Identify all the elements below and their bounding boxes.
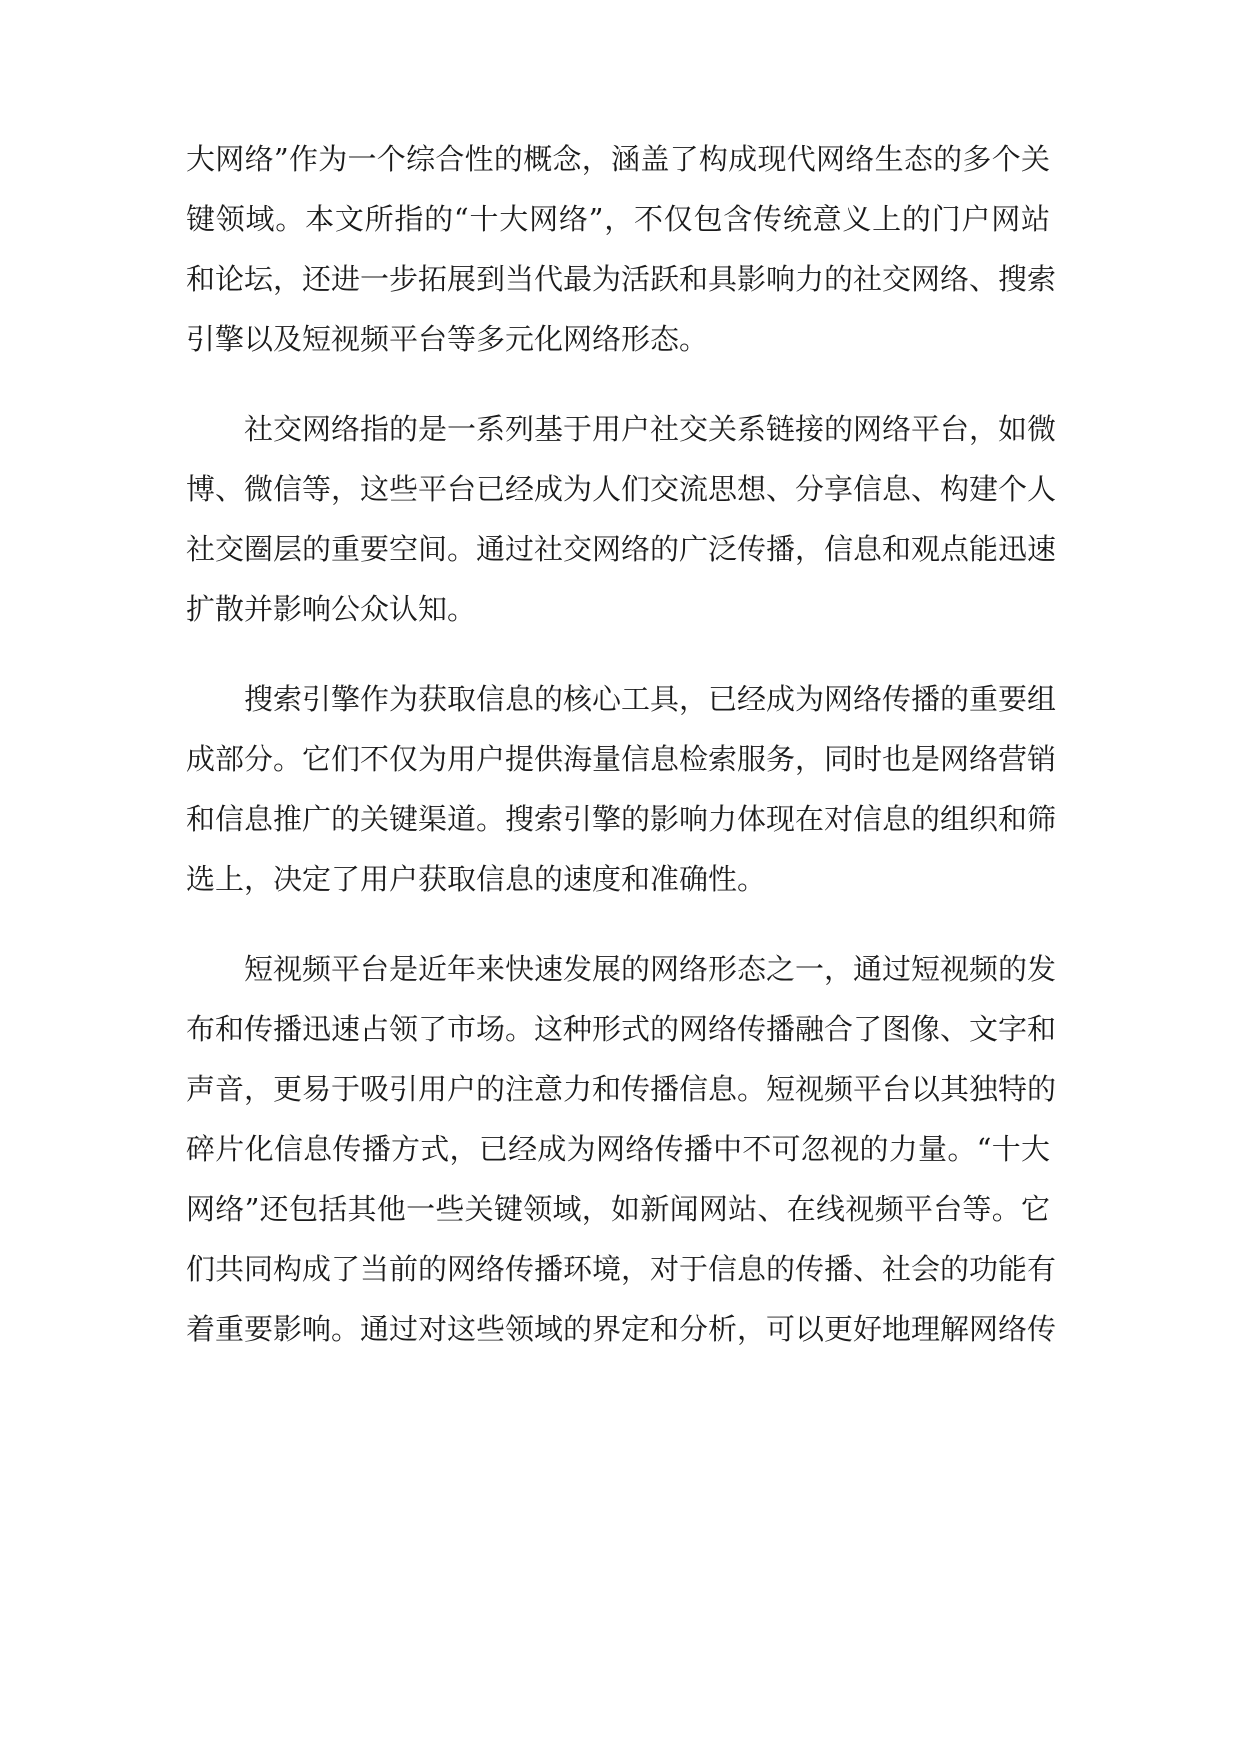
text-line: 博、微信等，这些平台已经成为人们交流思想、分享信息、构建个人 [186, 472, 1057, 506]
text-line: 碎片化信息传播方式，已经成为网络传播中不可忽视的力量。“十大 [186, 1132, 1050, 1166]
text-line: 短视频平台是近年来快速发展的网络形态之一，通过短视频的发 [244, 952, 1057, 986]
text-line: 引擎以及短视频平台等多元化网络形态。 [186, 322, 709, 356]
text-line: 和信息推广的关键渠道。搜索引擎的影响力体现在对信息的组织和筛 [186, 802, 1057, 836]
text-line: 着重要影响。通过对这些领域的界定和分析，可以更好地理解网络传 [186, 1312, 1057, 1346]
text-line: 和论坛，还进一步拓展到当代最为活跃和具影响力的社交网络、搜索 [186, 262, 1057, 296]
text-line: 搜索引擎作为获取信息的核心工具，已经成为网络传播的重要组 [244, 682, 1057, 716]
text-line: 布和传播迅速占领了市场。这种形式的网络传播融合了图像、文字和 [186, 1012, 1057, 1046]
paragraph-social-networks [186, 399, 1057, 639]
paragraph-short-video [186, 939, 1057, 1359]
text-line: 网络”还包括其他一些关键领域，如新闻网站、在线视频平台等。它 [186, 1192, 1050, 1226]
text-line: 社交网络指的是一系列基于用户社交关系链接的网络平台，如微 [244, 412, 1057, 446]
text-line: 们共同构成了当前的网络传播环境，对于信息的传播、社会的功能有 [186, 1252, 1057, 1286]
text-line: 成部分。它们不仅为用户提供海量信息检索服务，同时也是网络营销 [186, 742, 1057, 776]
text-line: 扩散并影响公众认知。 [186, 592, 477, 626]
text-line: 声音，更易于吸引用户的注意力和传播信息。短视频平台以其独特的 [186, 1072, 1057, 1106]
paragraph-search-engines [186, 669, 1057, 909]
text-line: 大网络”作为一个综合性的概念，涵盖了构成现代网络生态的多个关 [186, 142, 1050, 176]
text-line: 社交圈层的重要空间。通过社交网络的广泛传播，信息和观点能迅速 [186, 532, 1057, 566]
text-line: 选上，决定了用户获取信息的速度和准确性。 [186, 862, 767, 896]
text-line: 键领域。本文所指的“十大网络”，不仅包含传统意义上的门户网站 [186, 202, 1050, 236]
body-text [186, 129, 1057, 1389]
paragraph-network-definition [186, 129, 1057, 369]
